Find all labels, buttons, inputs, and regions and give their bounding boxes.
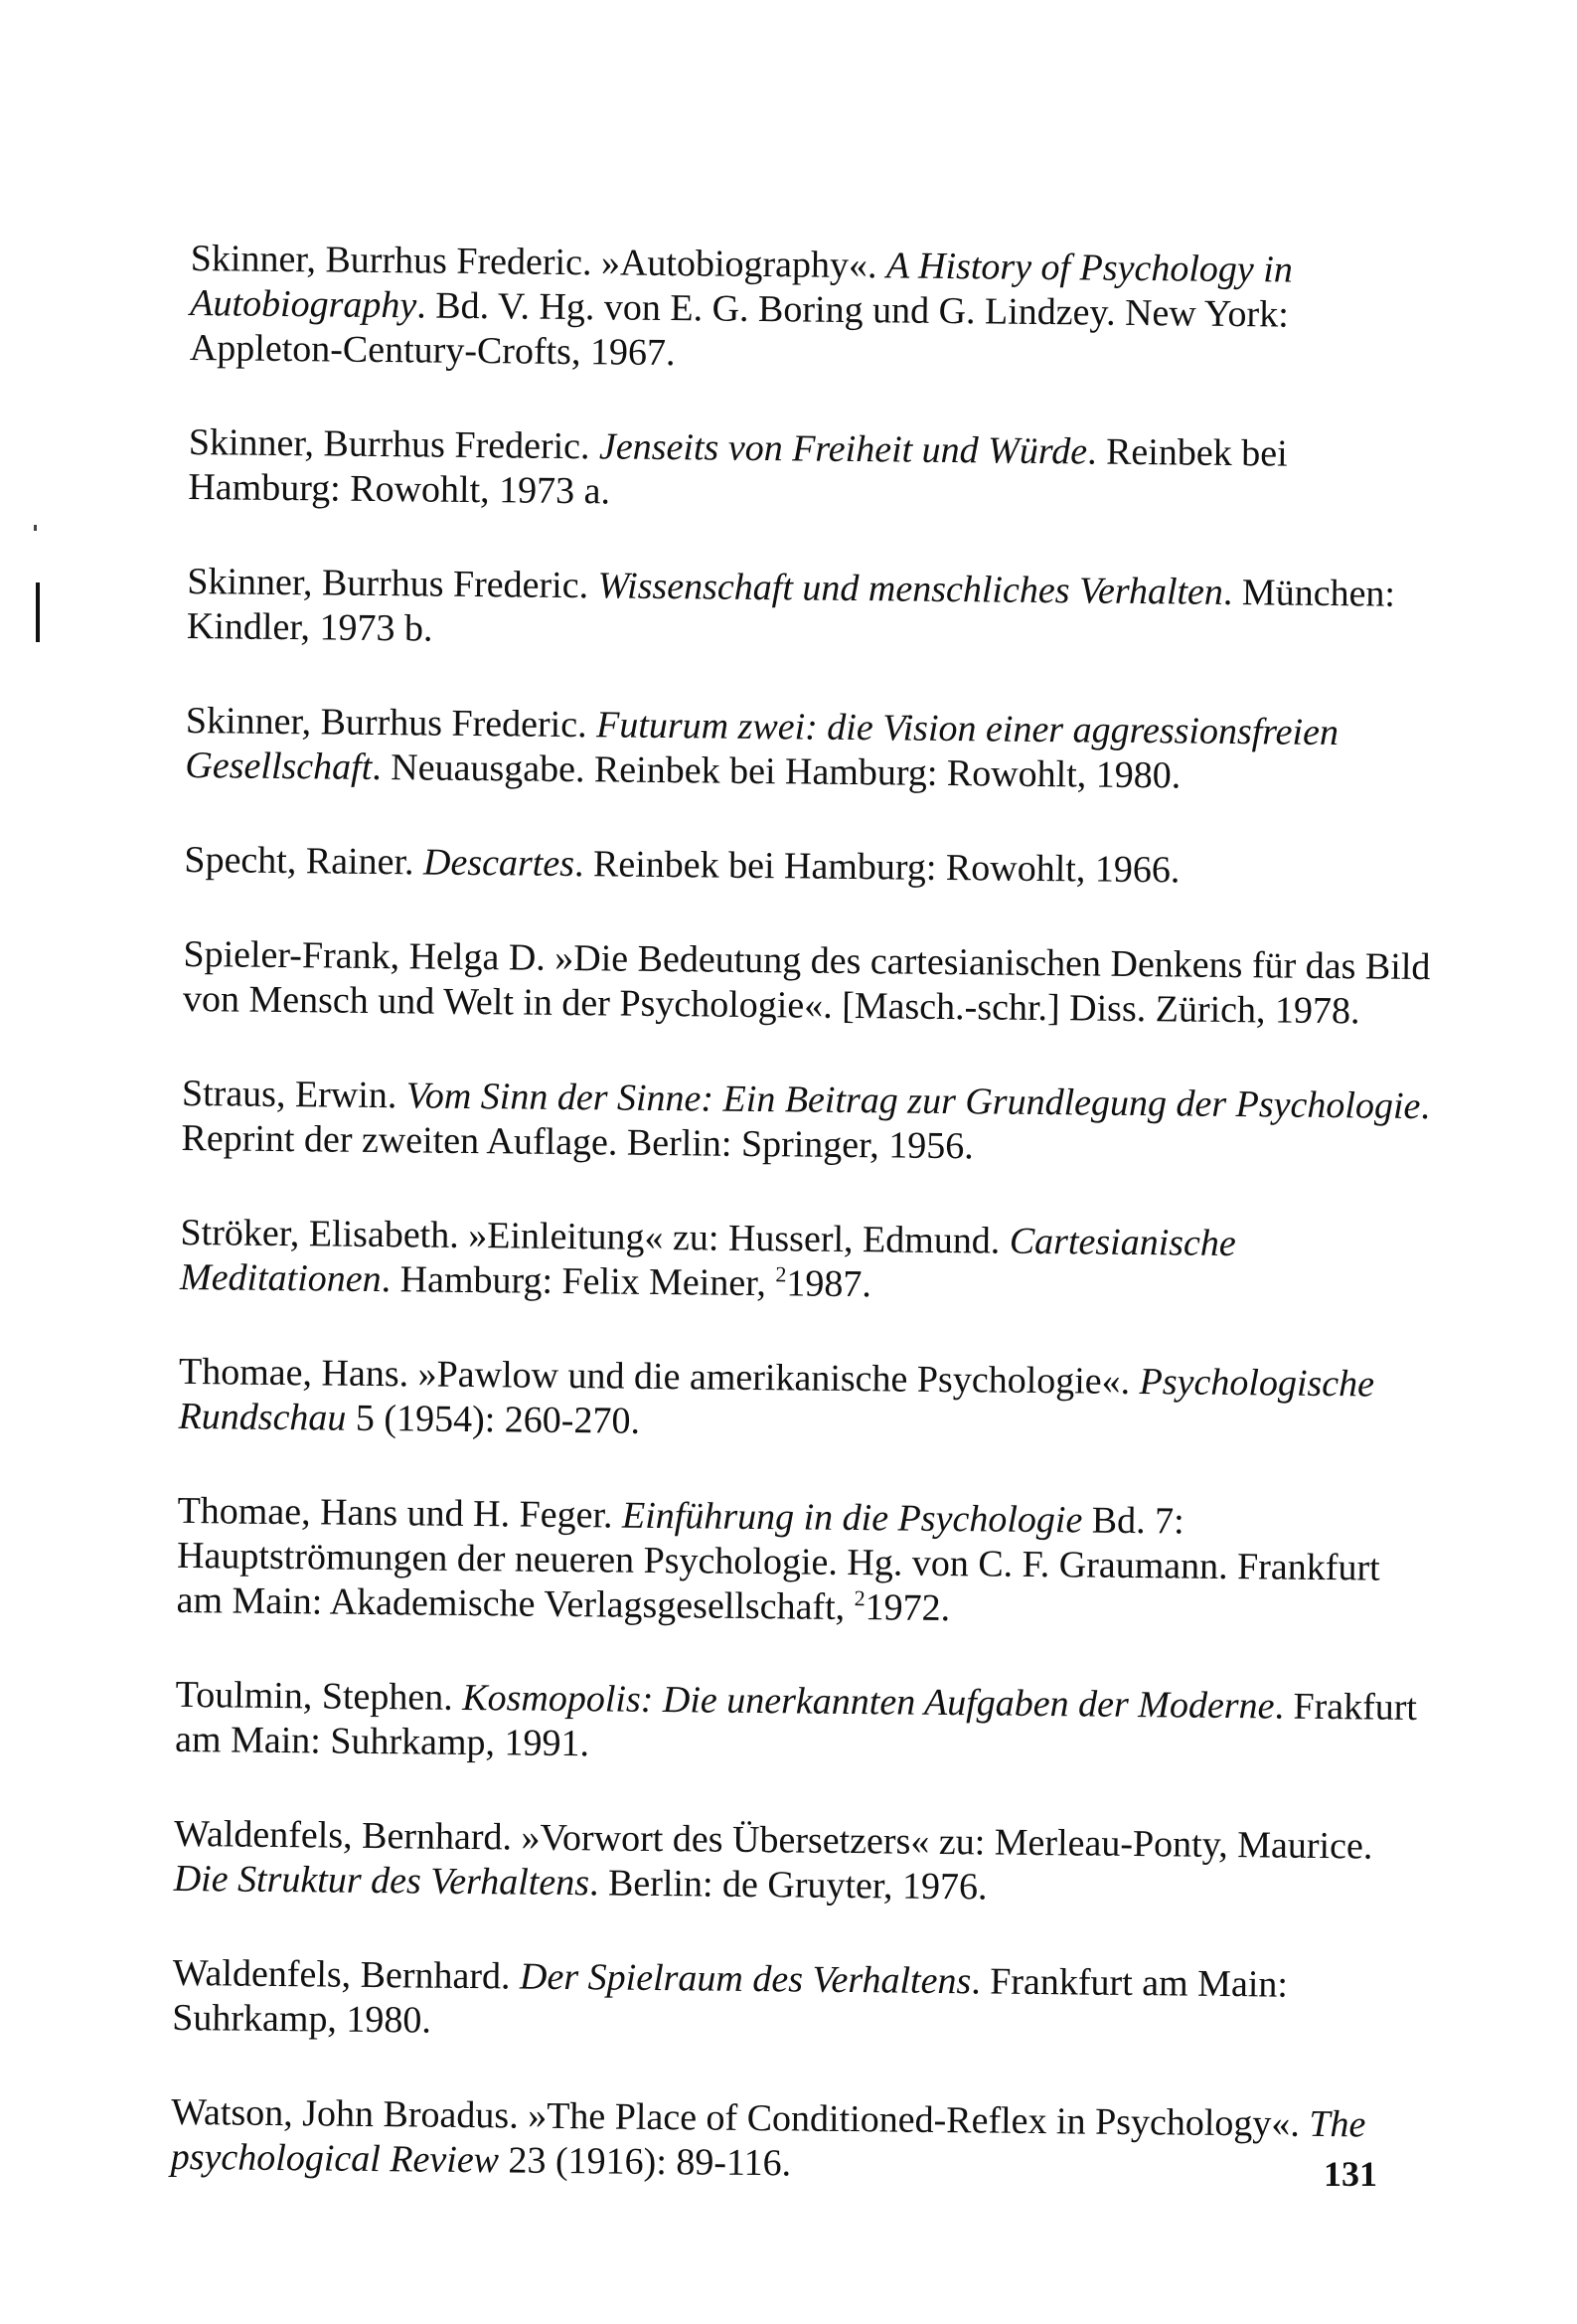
bibliography-entry: Waldenfels, Bernhard. Der Spielraum des Verhaltens. Frankfurt am Main: Suhrkamp, 1980. [172,1951,1289,2042]
bibliography-entry: Toulmin, Stephen. Kosmopolis: Die unerkannten Aufgaben der Moderne. Frakfurt am Main: Suhrkamp, 1991. [174,1673,1418,1765]
bibliography-list [170,237,1443,2242]
bibliography-entry: Watson, John Broadus. »The Place of Conditioned-Reflex in Psychology«. The psychological Review 23 (1916): 89-116. [170,2090,1366,2185]
bibliography-entry: Skinner, Burrhus Frederic. Jenseits von Freiheit und Würde. Reinbek bei Hamburg: Rowohlt, 1973 a. [188,420,1288,513]
bibliography-entry: Straus, Erwin. Vom Sinn der Sinne: Ein Beitrag zur Grundlegung der Psychologie. Reprint der zweiten Auflage. Berlin: Springer, 1956. [181,1072,1431,1168]
bibliography-entry: Waldenfels, Bernhard. »Vorwort des Übersetzers« zu: Merleau-Ponty, Maurice. Die Struktur des Verhaltens. Berlin: de Gruyter, 1976. [173,1812,1373,1909]
margin-mark [36,582,40,642]
bibliography-entry: Specht, Rainer. Descartes. Reinbek bei Hamburg: Rowohlt, 1966. [184,838,1181,892]
page-number: 131 [1324,2154,1377,2194]
bibliography-entry: Skinner, Burrhus Frederic. »Autobiography«. A History of Psychology in Autobiography. Bd. V. Hg. von E. G. Boring und G. Lindzey. New York: Appleton-Century-Crofts, 1967. [189,237,1294,375]
bibliography-entry: Thomae, Hans und H. Feger. Einführung in die Psychologie Bd. 7: Hauptströmungen der neueren Psychologie. Hg. von C. F. Graumann. Frankfurt am Main: Akademische Verlagsgesellschaft, $^2$1972. [176,1489,1380,1630]
margin-dot [34,525,37,531]
bibliography-entry: Ströker, Elisabeth. »Einleitung« zu: Husserl, Edmund. Cartesianische Meditationen. Hamburg: Felix Meiner, $^2$1987. [179,1211,1237,1306]
bibliography-entry: Skinner, Burrhus Frederic. Futurum zwei: die Vision einer aggressionsfreien Gesellschaft. Neuausgabe. Reinbek bei Hamburg: Rowohlt, 1980. [185,699,1340,797]
bibliography-entry: Thomae, Hans. »Pawlow und die amerikanische Psychologie«. Psychologische Rundschau 5 (1954): 260-270. [178,1350,1375,1442]
bibliography-entry: Spieler-Frank, Helga D. »Die Bedeutung des cartesianischen Denkens für das Bild von Mensch und Welt in der Psychologie«. [Masch.-schr.] Diss. Zürich, 1978. [182,932,1431,1033]
bibliography-entry: Skinner, Burrhus Frederic. Wissenschaft und menschliches Verhalten. München: Kindler, 1973 b. [186,560,1396,650]
